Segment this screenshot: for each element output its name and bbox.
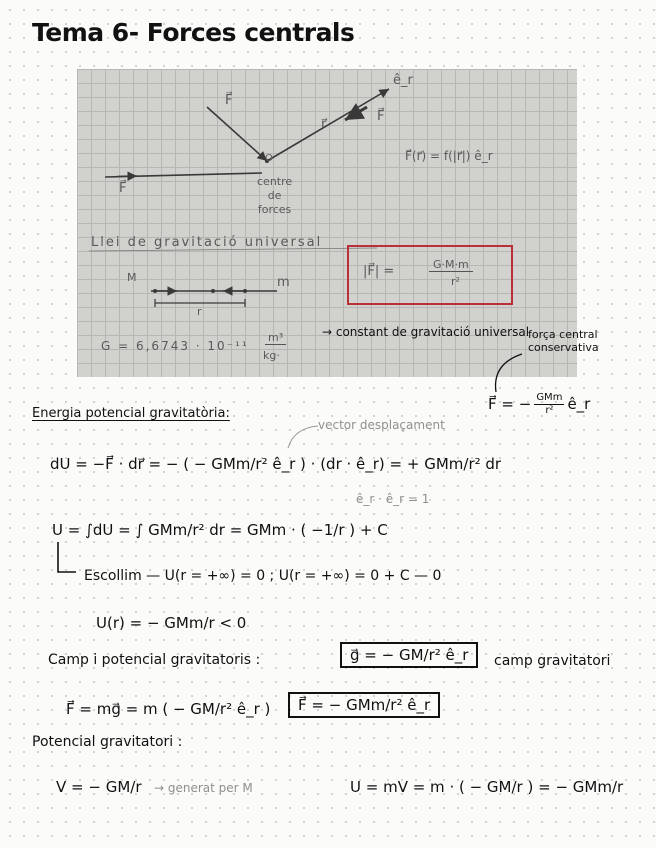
- unit-vector-identity: ê_r · ê_r = 1: [356, 492, 430, 506]
- unit-vector-label: ê_r: [393, 73, 413, 88]
- position-vector: [267, 89, 389, 161]
- law-formula-denominator: r²: [451, 275, 460, 288]
- law-formula-box: [347, 245, 513, 305]
- page-title: Tema 6- Forces centrals: [32, 18, 355, 47]
- generated-by-label: → generat per M: [154, 781, 253, 795]
- force-from-field: F⃗ = mg⃗ = m ( − GM/r² ê_r ): [66, 700, 271, 718]
- displacement-pointer: [284, 422, 324, 452]
- central-force-label: força central conservativa: [528, 328, 599, 354]
- dU-equation: dU = −F⃗ · dr⃗ = − ( − GMm/r² ê_r ) · (dr · ê_r) = + GMm/r² dr: [50, 455, 502, 473]
- law-title: Llei de gravitació universal: [91, 235, 323, 250]
- reference-choice: Escollim — U(r = +∞) = 0 ; U(r = +∞) = 0 + C — 0: [84, 568, 442, 584]
- force-label-radial: F⃗: [377, 109, 385, 124]
- displacement-label: vector desplaçament: [318, 418, 445, 432]
- field-formula-box: g⃗ = − GM/r² ê_r: [340, 642, 478, 668]
- force-formula-box: F⃗ = − GMm/r² ê_r: [288, 692, 440, 718]
- force-label-incoming: F⃗: [225, 93, 233, 108]
- field-label: camp gravitatori: [494, 653, 611, 669]
- incoming-trajectory: [207, 107, 267, 161]
- G-value: G = 6,6743 · 10⁻¹¹: [101, 339, 249, 353]
- field-heading: Camp i potencial gravitatoris :: [48, 652, 261, 668]
- origin-label: O: [265, 153, 273, 164]
- potential-definition: V = − GM/r: [56, 778, 142, 796]
- gravitational-constant-label: → constant de gravitació universal: [322, 325, 530, 339]
- centre-of-forces-label: centre de forces: [257, 175, 293, 216]
- distance-label: r: [197, 305, 202, 318]
- mass-M-label: M: [127, 271, 137, 284]
- U-result: U(r) = − GMm/r < 0: [96, 614, 247, 632]
- force-label-horizontal: F⃗: [119, 181, 127, 196]
- law-formula-numerator: G·M·m: [429, 258, 473, 272]
- central-force-definition: F⃗(r⃗) = f(|r⃗|) ê_r: [405, 149, 493, 163]
- energy-heading: Energia potencial gravitatòria:: [32, 406, 230, 421]
- law-formula-lhs: |F⃗| =: [363, 264, 395, 279]
- potential-energy-relation: U = mV = m · ( − GM/r ) = − GMm/r: [350, 778, 624, 796]
- position-vector-label: r⃗: [321, 117, 327, 132]
- G-units-denominator: kg·: [263, 349, 280, 362]
- force-formula: F⃗ = − $\frac{\text{GMm}}{\text{r²}}$ ê_r: [488, 392, 591, 416]
- G-units-numerator: m³: [265, 331, 286, 345]
- mass-m-label: m: [277, 275, 290, 290]
- potential-heading: Potencial gravitatori :: [32, 734, 183, 750]
- U-integral-equation: U = ∫dU = ∫ GMm/r² dr = GMm · ( −1/r ) + C: [52, 521, 388, 539]
- choose-arrow: [54, 540, 84, 580]
- pointer-arrow: [486, 352, 526, 396]
